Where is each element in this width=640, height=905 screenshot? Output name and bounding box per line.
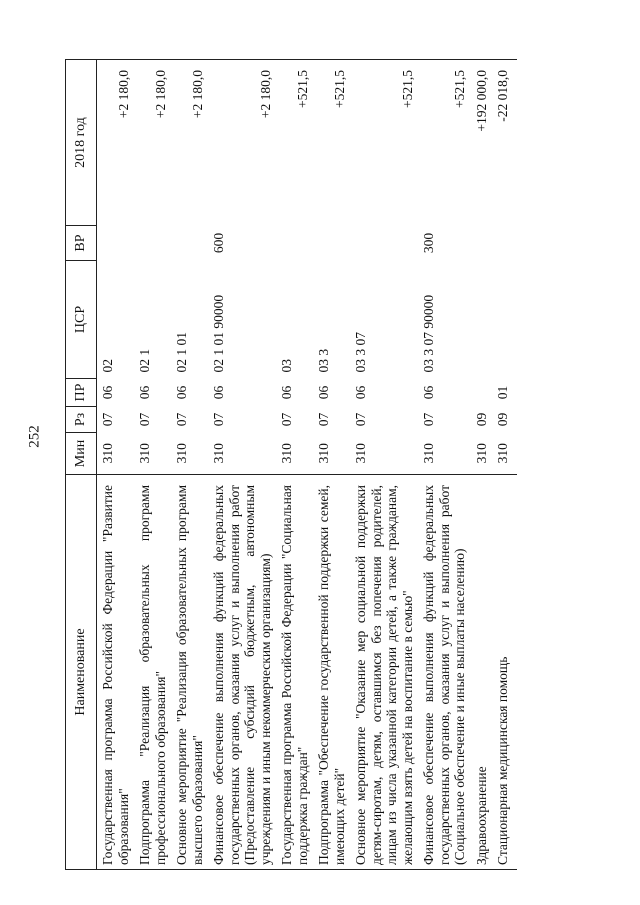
row-min: 310: [492, 433, 517, 475]
row-amount: +2 180,0: [208, 60, 276, 226]
row-pr: 06: [100, 385, 115, 400]
row-vr: [134, 226, 171, 261]
row-min: 310: [313, 433, 350, 475]
table-row: [492, 60, 517, 870]
row-vr: [350, 226, 418, 261]
row-amount: -22 018,0: [492, 60, 517, 226]
table-row: [97, 60, 135, 870]
row-vr: 300: [421, 232, 436, 254]
row-csr: 03 3: [316, 348, 331, 373]
row-rz: 07: [137, 412, 152, 427]
row-rz: 07: [279, 412, 294, 427]
row-vr: [471, 226, 493, 261]
row-min: 310: [350, 433, 418, 475]
row-name: Основное мероприятие "Оказание мер социальной поддержки детям-сиротам, детям, оставшимся без попечения родителей, лицам из числа указанной категории детей, а также гражданам, желающим взять детей на воспитание в семью": [350, 475, 418, 870]
rotated-page-content: [65, 60, 585, 870]
row-csr: 02 1: [137, 348, 152, 373]
row-csr: 03 3 07: [353, 332, 368, 373]
header-rz: Рз: [66, 407, 97, 433]
header-vr: ВР: [66, 226, 97, 261]
row-name: Финансовое обеспечение выполнения функций федеральных государственных органов, оказания услуг и выполнения работ (Предоставление субсидий бюджетным, автономным учреждениям и иным некоммерческим организациям): [208, 475, 276, 870]
header-pr: ПР: [66, 379, 97, 407]
row-csr: [471, 261, 493, 379]
row-amount: +521,5: [276, 60, 313, 226]
row-pr: [471, 379, 493, 407]
row-amount: +192 000,0: [471, 60, 493, 226]
table-header-row: [66, 60, 97, 870]
row-name: Финансовое обеспечение выполнения функций федеральных государственных органов, оказания услуг и выполнения работ (Социальное обеспечение и иные выплаты населению): [418, 475, 471, 870]
row-csr: 03 3 07 90000: [421, 294, 436, 373]
row-min: 310: [134, 433, 171, 475]
row-min: 310: [418, 433, 471, 475]
row-rz: 07: [211, 412, 226, 427]
row-rz: 07: [174, 412, 189, 427]
header-min: Мин: [66, 433, 97, 475]
row-csr: [492, 261, 517, 379]
table-row: [471, 60, 493, 870]
row-pr: 01: [495, 385, 510, 400]
row-pr: 06: [137, 385, 152, 400]
row-pr: 06: [174, 385, 189, 400]
row-name: Подпрограмма "Реализация образовательных программ профессионального образования": [134, 475, 171, 870]
row-min: 310: [276, 433, 313, 475]
row-csr: 02 1 01 90000: [211, 294, 226, 373]
table-row: [418, 60, 471, 870]
row-csr: 02: [100, 359, 115, 373]
row-vr: [97, 226, 135, 261]
row-pr: 06: [316, 385, 331, 400]
row-name: Здравоохранение: [471, 475, 493, 870]
row-rz: 07: [316, 412, 331, 427]
row-pr: 06: [421, 385, 436, 400]
row-name: Стационарная медицинская помощь: [492, 475, 517, 870]
page-number: 252: [26, 425, 43, 448]
row-csr: 03: [279, 359, 294, 373]
row-rz: 09: [495, 412, 510, 427]
row-min: 310: [171, 433, 208, 475]
row-rz: 07: [421, 412, 436, 427]
row-vr: [171, 226, 208, 261]
row-amount: +521,5: [350, 60, 418, 226]
header-year: 2018 год: [66, 60, 97, 226]
table-row: [171, 60, 208, 870]
row-amount: +2 180,0: [171, 60, 208, 226]
row-pr: 06: [353, 385, 368, 400]
row-amount: +2 180,0: [97, 60, 135, 226]
row-pr: 06: [211, 385, 226, 400]
row-name: Подпрограмма "Обеспечение государственной поддержки семей, имеющих детей": [313, 475, 350, 870]
row-min: 310: [97, 433, 135, 475]
row-amount: +521,5: [418, 60, 471, 226]
row-rz: 09: [473, 412, 489, 427]
row-vr: [313, 226, 350, 261]
row-amount: +2 180,0: [134, 60, 171, 226]
row-vr: [492, 226, 517, 261]
header-name: Наименование: [66, 475, 97, 870]
table-row: [313, 60, 350, 870]
row-rz: 07: [353, 412, 368, 427]
row-pr: 06: [279, 385, 294, 400]
row-csr: 02 1 01: [174, 332, 189, 373]
row-name: Государственная программа Российской Федерации "Социальная поддержка граждан": [276, 475, 313, 870]
table-row: [134, 60, 171, 870]
row-min: 310: [208, 433, 276, 475]
table-row: [276, 60, 313, 870]
table-row: [208, 60, 276, 870]
table-row: [350, 60, 418, 870]
row-amount: +521,5: [313, 60, 350, 226]
header-csr: ЦСР: [66, 261, 97, 379]
row-min: 310: [471, 433, 493, 475]
budget-table: [65, 59, 517, 870]
row-vr: 600: [211, 232, 226, 254]
row-name: Государственная программа Российской Федерации "Развитие образования": [97, 475, 135, 870]
row-vr: [276, 226, 313, 261]
row-name: Основное мероприятие "Реализация образовательных программ высшего образования": [171, 475, 208, 870]
row-rz: 07: [100, 412, 115, 427]
